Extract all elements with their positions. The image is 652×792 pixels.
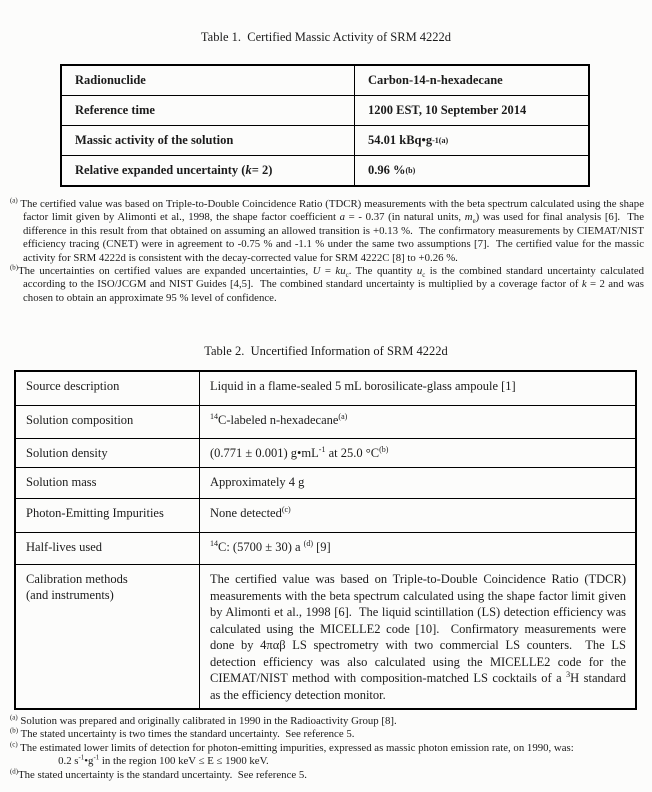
table-row: [16, 372, 635, 406]
footnote-a-table1: $^{(a)}$ The certified value was based on Triple-to-Double Coincidence Ratio (TDCR) measurements with the beta spectrum calculated using the shape factor limit given by Alimonti et al., 1998, the shape factor coefficient a = - 0.37 (in natural units, $m_e$) was used for final analysis [6]. The difference in this result from that obtained on assuming an allowed transition is +0.13 %. The confirmatory measurements by CIEMAT/NIST efficiency tracing (CNET) were in agreement to -0.75 % and -1.1 % under the same two assumptions [7]. The certified value for the massic activity for SRM 4222d is consistent with the decay-corrected value for SRM 4222C [8] to +0.26 %.: [10, 197, 644, 264]
table1-label-radionuclide: Radionuclide: [75, 73, 146, 87]
table2-title: Table 2. Uncertified Information of SRM 4222d: [204, 344, 448, 358]
table1-title: Table 1. Certified Massic Activity of SRM 4222d: [200, 30, 452, 44]
table2-label-photon-emitting-impurities: Photon-Emitting Impurities: [26, 506, 164, 520]
table1-label-reference-time: Reference time: [75, 103, 155, 117]
table1-certified-massic-activity: [60, 64, 590, 187]
table-row: [62, 156, 588, 185]
table1-value-massic-activity: 54.01 kBq•g -1(a): [354, 126, 588, 155]
table2-label-half-lives-used: Half-lives used: [26, 540, 103, 554]
table1-value-expanded-uncertainty: 0.96 % (b): [354, 156, 588, 185]
table2-footnotes: [10, 715, 644, 782]
table2-value-source-description: Liquid in a flame-sealed 5 mL borosilicate-glass ampoule [1]: [199, 372, 635, 405]
table-row: [16, 468, 635, 499]
footnote-a-table2: $^{(a)}$ Solution was prepared and originally calibrated in 1990 in the Radioactivity Group [8].: [10, 714, 397, 727]
table2-label-solution-mass: Solution mass: [26, 475, 97, 489]
table2-value-calibration-methods: The certified value was based on Triple-to-Double Coincidence Ratio (TDCR) measurements with the beta spectrum calculated using the shape factor limit given by Alimonti et al., 1998 [6]. The liquid scintillation (LS) detection efficiency was calculated using the MICELLE2 code [10]. Confirmatory measurements were done by 4παβ LS spectrometry with two commercial LS counters. The LS detection efficiency was also calculated using the MICELLE2 code for the CIEMAT/NIST method with composition-matched LS cocktails of a $^3$H standard as the efficiency detection monitor.: [199, 565, 635, 708]
footnote-b-table1: $^{(b)}$The uncertainties on certified values are expanded uncertainties, $U = ku_c$. The quantity $u_c$ is the combined standard uncertainty calculated according to the ISO/JCGM and NIST Guides [4,5]. The combined standard uncertainty is multiplied by a coverage factor of k = 2 and was chosen to obtain an approximate 95 % level of confidence.: [10, 264, 645, 304]
footnote-d-table2: $^{(d)}$The stated uncertainty is the standard uncertainty. See reference 5.: [10, 768, 307, 781]
table2-value-half-lives-used: $^{14}$C: (5700 ± 30) a $^{(d)}$ [9]: [199, 533, 635, 564]
table1-label-expanded-uncertainty: Relative expanded uncertainty ( k = 2): [75, 163, 273, 177]
table2-label-calibration-methods: Calibration methods (and instruments): [26, 572, 128, 602]
table1-value-radionuclide: Carbon-14-n-hexadecane: [354, 66, 588, 95]
footnote-b-table2: $^{(b)}$ The stated uncertainty is two times the standard uncertainty. See reference 5.: [10, 727, 355, 741]
table1-footnotes: [10, 198, 644, 305]
table2-label-solution-density: Solution density: [26, 446, 108, 460]
table2-label-solution-composition: Solution composition: [26, 413, 134, 427]
table-row: [16, 406, 635, 439]
table2-value-solution-composition: $^{14}$C-labeled n-hexadecane$^{(a)}$: [199, 406, 635, 438]
table-row: [62, 126, 588, 156]
table1-value-reference-time: 1200 EST, 10 September 2014: [354, 96, 588, 125]
table-row: [16, 533, 635, 565]
table-row: [16, 439, 635, 468]
table-row: [62, 66, 588, 96]
table-row: [16, 499, 635, 533]
table1-label-massic-activity: Massic activity of the solution: [75, 133, 234, 147]
table2-value-photon-emitting-impurities: None detected$^{(c)}$: [199, 499, 635, 532]
table-row: [62, 96, 588, 126]
table2-uncertified-information: [14, 370, 637, 710]
footnote-c-table2: $^{(c)}$ The estimated lower limits of detection for photon-emitting impurities, expressed as massic photon emission rate, on 1990, was: 0.2 $s^{-1}•g^{-1}$ in the region 100 keV ≤ E ≤ 1900 keV.: [10, 741, 574, 768]
table-row: [16, 565, 635, 708]
table2-value-solution-density: (0.771 ± 0.001) $g•mL^{-1}$ at 25.0 $^\circ C^{(b)}$: [199, 439, 635, 467]
table2-value-solution-mass: Approximately 4 g: [199, 468, 635, 498]
table2-label-source-description: Source description: [26, 379, 120, 393]
